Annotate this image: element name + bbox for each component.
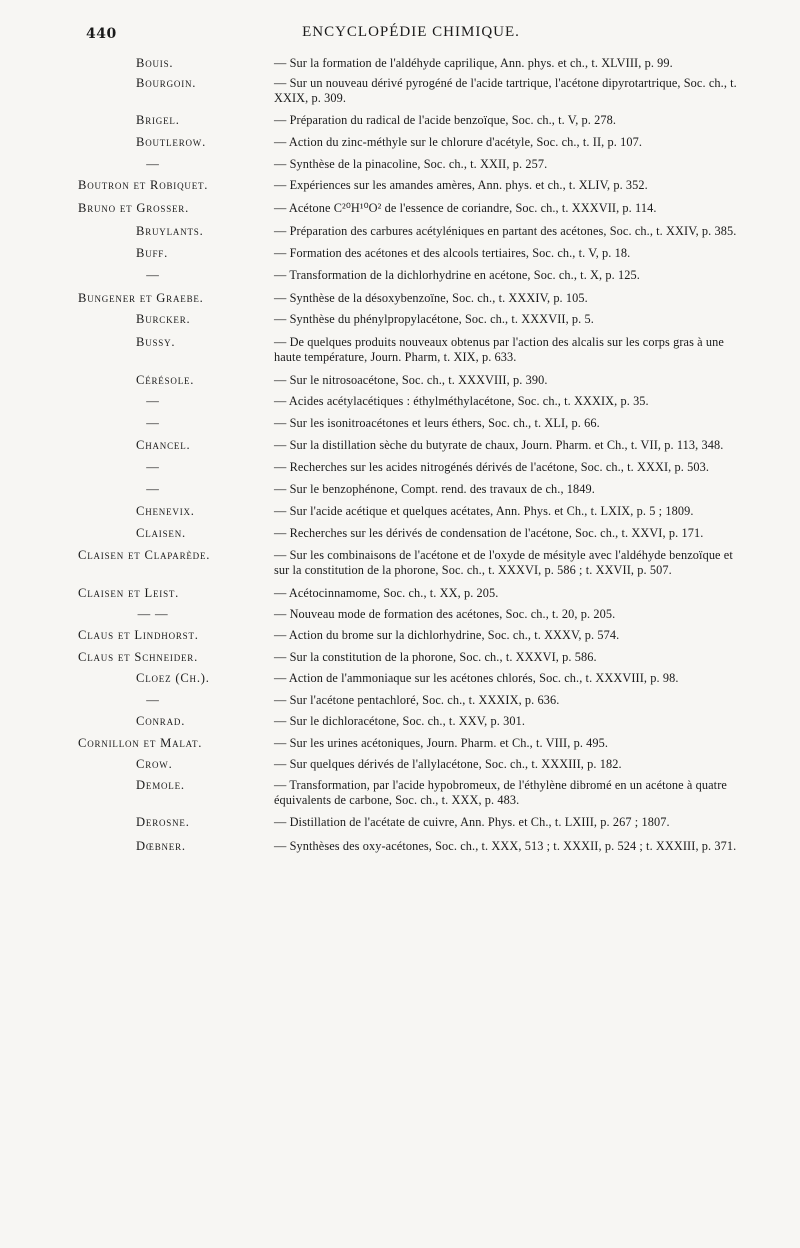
entry-author: Derosne. <box>136 815 190 830</box>
entry-author: Boutlerow. <box>136 134 207 149</box>
entry-citation: — Sur les urines acétoniques, Journ. Pharm. et Ch., t. VIII, p. 495. <box>274 735 609 750</box>
entry-citation: — Sur l'acétone pentachloré, Soc. ch., t. XXXIX, p. 636. <box>274 693 560 708</box>
page-number: 440 <box>86 26 117 42</box>
entry-citation: — Sur quelques dérivés de l'allylacétone, Soc. ch., t. XXXIII, p. 182. <box>274 756 622 771</box>
bibliography-entry <box>78 839 746 854</box>
entry-author: — <box>146 693 160 708</box>
entry-author: Brigel. <box>136 112 180 127</box>
entry-citation: — Préparation du radical de l'acide benzoïque, Soc. ch., t. V, p. 278. <box>274 112 617 127</box>
bibliography-entry <box>78 312 746 327</box>
entry-citation: — Recherches sur les acides nitrogénés dérivés de l'acétone, Soc. ch., t. XXXI, p. 503. <box>274 459 710 474</box>
entry-author: — <box>146 482 160 497</box>
bibliography-entry <box>78 757 746 772</box>
entry-author: Claisen et Claparède. <box>78 547 211 562</box>
bibliography-entry <box>78 178 746 193</box>
bibliography-entry <box>78 778 746 808</box>
entry-citation: — Nouveau mode de formation des acétones, Soc. ch., t. 20, p. 205. <box>274 607 616 622</box>
entry-author: Cérésole. <box>136 373 195 388</box>
entry-author: — — <box>137 607 169 622</box>
entry-citation: — Synthèses des oxy-acétones, Soc. ch., t. XXX, 513 ; t. XXXII, p. 524 ; t. XXXIII, p. 371. <box>274 838 737 853</box>
entry-citation: — Synthèse du phénylpropylacétone, Soc. ch., t. XXXVII, p. 5. <box>274 312 594 327</box>
bibliography-entry <box>78 113 746 128</box>
entry-author: Claus et Schneider. <box>78 649 199 664</box>
entry-author: Bruno et Grosser. <box>78 201 190 216</box>
entry-citation: — Acétocinnamome, Soc. ch., t. XX, p. 205. <box>274 586 499 601</box>
entry-citation: — Sur la constitution de la phorone, Soc. ch., t. XXXVI, p. 586. <box>274 649 597 664</box>
entry-citation: — Sur les isonitroacétones et leurs éthers, Soc. ch., t. XLI, p. 66. <box>274 416 600 431</box>
entry-author: Dœbner. <box>136 838 186 853</box>
entry-citation: — Synthèse de la désoxybenzoïne, Soc. ch., t. XXXIV, p. 105. <box>274 291 588 306</box>
entry-citation: — Sur le dichloracétone, Soc. ch., t. XXV, p. 301. <box>274 714 526 729</box>
bibliography-entry <box>78 504 746 519</box>
bibliography-entry <box>78 56 746 71</box>
bibliography-entry <box>78 268 746 283</box>
entry-citation: — Synthèse de la pinacoline, Soc. ch., t. XXII, p. 257. <box>274 157 548 172</box>
bibliography-entry <box>78 394 746 409</box>
entry-author: Bussy. <box>136 334 176 349</box>
entry-author: Boutron et Robiquet. <box>78 178 209 193</box>
entry-citation: — Sur la formation de l'aldéhyde caprilique, Ann. phys. et ch., t. XLVIII, p. 99. <box>274 56 673 70</box>
bibliography-entry <box>78 586 746 601</box>
running-title: ENCYCLOPÉDIE CHIMIQUE. <box>302 24 520 40</box>
bibliography-entry <box>78 335 746 365</box>
bibliography-entry <box>78 482 746 497</box>
entry-author: Chancel. <box>136 437 191 452</box>
bibliography-entry <box>78 548 746 578</box>
entry-author: Cloez (Ch.). <box>136 670 210 685</box>
entry-author: Bourgoin. <box>136 76 197 91</box>
entry-author: Demole. <box>136 777 185 792</box>
entry-citation: — Transformation, par l'acide hypobromeux, de l'éthylène dibromé en un acétone à quatre équivalents de carbone, Soc. ch., t. XXX, p. 483. <box>274 777 727 808</box>
entry-citation: — Sur le benzophénone, Compt. rend. des travaux de ch., 1849. <box>274 482 595 497</box>
entry-author: — <box>146 157 160 172</box>
bibliography-entry <box>78 291 746 306</box>
entry-author: Bruylants. <box>136 223 204 238</box>
bibliography-list <box>78 56 746 862</box>
entry-author: — <box>146 416 160 431</box>
bibliography-entry <box>78 460 746 475</box>
entry-author: Bungener et Graebe. <box>78 291 204 306</box>
entry-citation: — De quelques produits nouveaux obtenus par l'action des alcalis sur les corps gras à une haute température, Journ. Pharm, t. XIX, p. 633. <box>274 334 724 364</box>
entry-author: — <box>146 394 160 409</box>
entry-author: — <box>146 268 160 283</box>
bibliography-entry <box>78 224 746 239</box>
entry-citation: — Formation des acétones et des alcools tertiaires, Soc. ch., t. V, p. 18. <box>274 245 631 260</box>
entry-author: Buff. <box>136 245 169 260</box>
bibliography-entry <box>78 650 746 665</box>
entry-citation: — Action du zinc-méthyle sur le chlorure d'acétyle, Soc. ch., t. II, p. 107. <box>274 134 643 149</box>
entry-citation: — Action de l'ammoniaque sur les acétones chlorés, Soc. ch., t. XXXVIII, p. 98. <box>274 670 679 685</box>
entry-citation: — Sur les combinaisons de l'acétone et de l'oxyde de mésityle avec l'aldéhyde benzoïque et sur la constitution de la phorone, Soc. ch., t. XXXVI, p. 586 ; t. XXVII, p. 507. <box>274 547 733 577</box>
entry-citation: — Sur la distillation sèche du butyrate de chaux, Journ. Pharm. et Ch., t. VII, p. 113, 348. <box>274 437 724 452</box>
bibliography-entry <box>78 714 746 729</box>
entry-citation: — Sur l'acide acétique et quelques acétates, Ann. Phys. et Ch., t. LXIX, p. 5 ; 1809. <box>274 504 694 519</box>
bibliography-entry <box>78 526 746 541</box>
entry-citation: — Sur le nitrosoacétone, Soc. ch., t. XXXVIII, p. 390. <box>274 373 548 388</box>
bibliography-entry <box>78 246 746 261</box>
bibliography-entry <box>78 76 746 106</box>
bibliography-entry <box>78 671 746 686</box>
bibliography-entry <box>78 693 746 708</box>
entry-citation: — Transformation de la dichlorhydrine en acétone, Soc. ch., t. X, p. 125. <box>274 268 640 283</box>
entry-author: Cornillon et Malat. <box>78 735 203 750</box>
bibliography-entry <box>78 201 746 216</box>
entry-citation: — Préparation des carbures acétyléniques en partant des acétones, Soc. ch., t. XXIV, p. 385. <box>274 223 737 238</box>
bibliography-entry <box>78 815 746 830</box>
bibliography-entry <box>78 438 746 453</box>
entry-author: Conrad. <box>136 714 186 729</box>
entry-author: Chenevix. <box>136 504 195 519</box>
entry-citation: — Sur un nouveau dérivé pyrogéné de l'acide tartrique, l'acétone dipyrotartrique, Soc. ch., t. XXIX, p. 309. <box>274 76 737 106</box>
bibliography-entry <box>78 628 746 643</box>
entry-citation: — Expériences sur les amandes amères, Ann. phys. et ch., t. XLIV, p. 352. <box>274 178 648 193</box>
entry-citation: — Acides acétylacétiques : éthylméthylacétone, Soc. ch., t. XXXIX, p. 35. <box>274 394 649 409</box>
bibliography-entry <box>78 416 746 431</box>
entry-citation: — Recherches sur les dérivés de condensation de l'acétone, Soc. ch., t. XXVI, p. 171. <box>274 526 704 541</box>
entry-author: Claisen et Leist. <box>78 586 180 601</box>
entry-citation: — Action du brome sur la dichlorhydrine, Soc. ch., t. XXXV, p. 574. <box>274 628 620 643</box>
bibliography-entry <box>78 135 746 150</box>
page-header <box>86 16 736 46</box>
entry-author: Crow. <box>136 756 173 771</box>
bibliography-entry <box>78 736 746 751</box>
entry-author: Burcker. <box>136 312 191 327</box>
entry-author: Claus et Lindhorst. <box>78 628 199 643</box>
bibliography-entry <box>78 607 746 622</box>
entry-author: Bouis. <box>136 56 174 70</box>
bibliography-entry <box>78 373 746 388</box>
entry-citation: — Acétone C²⁰H¹⁰O² de l'essence de coriandre, Soc. ch., t. XXXVII, p. 114. <box>274 201 657 216</box>
entry-author: — <box>146 459 160 474</box>
entry-author: Claisen. <box>136 526 186 541</box>
bibliography-entry <box>78 157 746 172</box>
entry-citation: — Distillation de l'acétate de cuivre, Ann. Phys. et Ch., t. LXIII, p. 267 ; 1807. <box>274 815 670 830</box>
